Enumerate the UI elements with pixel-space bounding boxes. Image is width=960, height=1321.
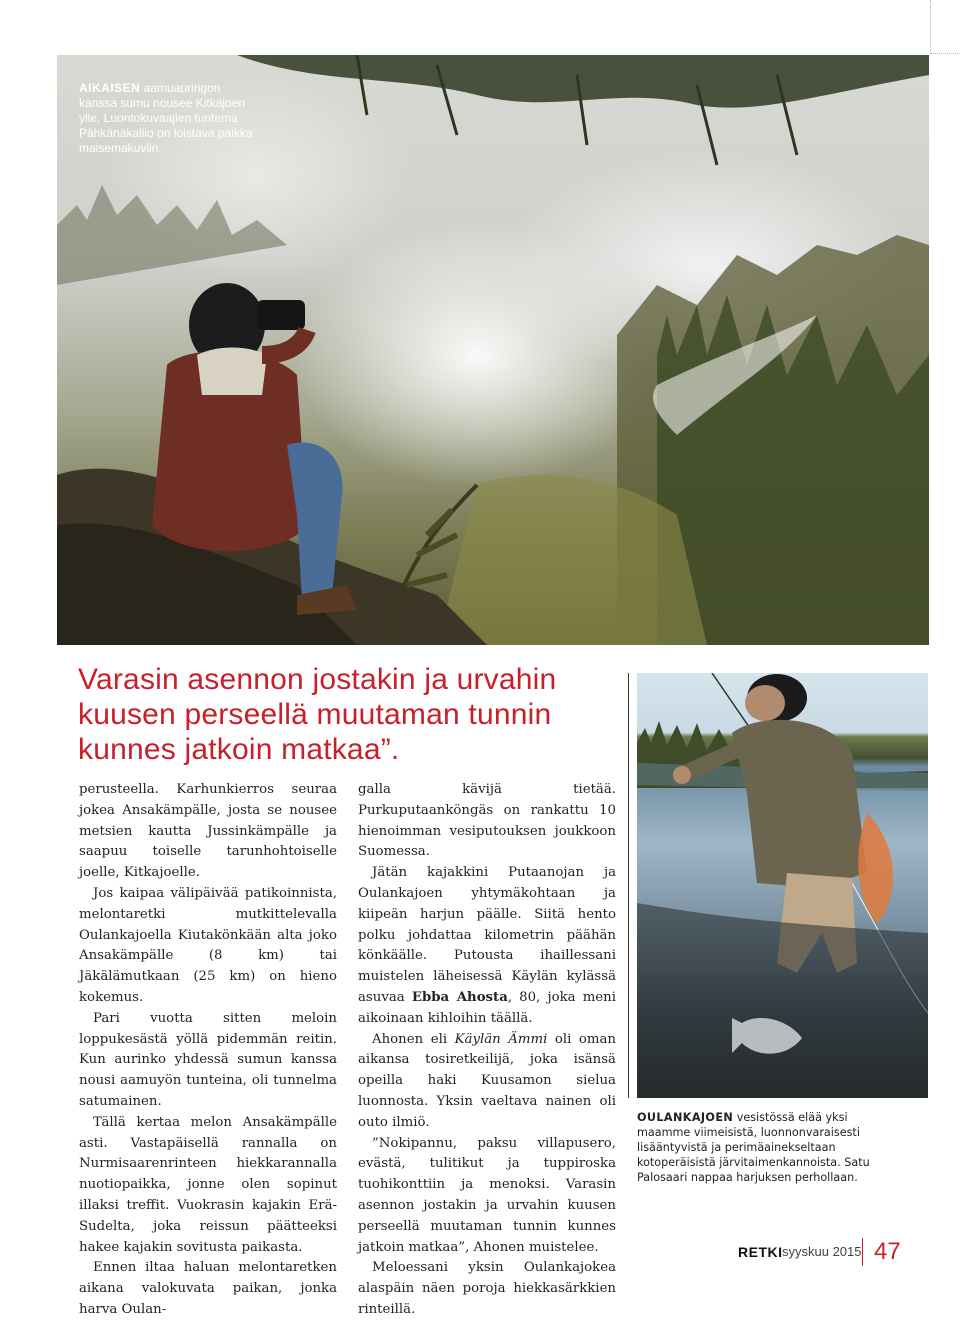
crop-mark-horizontal	[930, 53, 960, 55]
paragraph-text: Ahonen eli	[372, 1031, 455, 1047]
nickname: Käylän Ämmi	[454, 1031, 548, 1047]
column-divider	[628, 673, 629, 1098]
paragraph: galla kävijä tietää. Purkuputaanköngäs on rankattu 10 hienoimman vesiputouksen joukkoon Suomessa.	[358, 782, 616, 860]
fishing-photo	[637, 673, 928, 1098]
paragraph: Jos kaipaa välipäivää patikoinnista, melontaretki mutkittelevalla Oulankajoella Kiutakönkään alta joko Ansakämpälle (8 km) tai Jäkälämutkaan (25 km) on hieno kokemus.	[79, 885, 337, 1005]
paragraph: Pari vuotta sitten meloin loppukesästä yöllä pidemmän reitin. Kun aurinko yhdessä sumun kanssa nousi aamuyön tunteina, oli tunnelma satumainen.	[79, 1010, 337, 1109]
footer-divider	[862, 1238, 863, 1266]
hero-photo	[57, 55, 929, 645]
paragraph	[358, 1030, 616, 1134]
paragraph: perusteella. Karhunkierros seuraa jokea Ansakämpälle, josta se nousee metsien kautta Jussinkämpälle ja saapuu toiselle tarunhohtoiselle joelle, Kitkajoelle.	[79, 782, 337, 881]
hero-caption-lead: AIKAISEN	[79, 81, 141, 95]
paragraph: ”Nokipannu, paksu villapusero, evästä, tulitikut ja tuppiroska tuohikonttiin ja menoksi. Varasin asennon jostakin ja urvahin kuusen perseellä muutaman tunnin kunnes jatkoin matkaa”, Ahonen muistelee.	[358, 1135, 616, 1255]
hero-caption-text: aamuauringon kanssa sumu nousee Kitkajoen ylle. Luontokuvaajien tuntema Pähkänäkallio on loistava paikka maisemakuviin.	[79, 81, 253, 155]
paragraph: Meloessani yksin Oulankajokea alaspäin näen poroja hiekkasärkkien rinteillä.	[358, 1260, 616, 1317]
fishing-photo-caption	[637, 1110, 897, 1185]
paragraph	[358, 863, 616, 1029]
caption-lead: OULANKAJOEN	[637, 1111, 734, 1124]
pull-quote: Varasin asennon jostakin ja urvahin kuusen perseellä muutaman tunnin kunnes jatkoin matkaa”.	[78, 663, 557, 766]
fishing-photo-illustration	[637, 673, 928, 1098]
body-column-1	[79, 780, 337, 1321]
paragraph: Ennen iltaa haluan melontaretken aikana valokuvata paikan, jonka harva Oulan-	[79, 1260, 337, 1317]
crop-mark-vertical	[930, 0, 932, 54]
hero-photo-caption	[79, 81, 259, 156]
magazine-logo: RETKI	[738, 1244, 783, 1260]
paragraph-text: oli oman aikansa tosiretkeilijä, joka isänsä opeilla haki Kuusamon sielua luonnosta. Yksin vaeltava nainen oli outo ilmiö.	[358, 1031, 616, 1130]
person-name: Ebba Ahosta	[411, 989, 508, 1005]
caption-text: vesistössä elää yksi maamme viimeisistä, luonnonvaraisesti lisääntyvistä ja perimäainekseltaan kotoperäisistä järvitaimenkannoista. Satu Palosaari nappaa harjuksen perhollaan.	[637, 1111, 870, 1184]
page-number: 47	[874, 1238, 901, 1265]
paragraph-text: , 80, joka meni aikoinaan kihloihin täällä.	[358, 989, 616, 1026]
paragraph: Tällä kertaa melon Ansakämpälle asti. Vastapäisellä rannalla on Nurmisaarenrinteen hiekkarannalla nuotiopaikka, jonne olen sopinut illaksi treffit. Vuokrasin kajakin Erä-Sudelta, joka reissun päätteeksi hakee kajakin sovitusta paikasta.	[79, 1114, 337, 1255]
body-column-2	[358, 780, 616, 1321]
issue-date: syyskuu 2015	[782, 1244, 862, 1259]
paragraph-text: Jätän kajakkini Putaanojan ja Oulankajoen yhtymäkohtaan ja kiipeän harjun päälle. Siitä hento polku johdattaa kilometrin päähän könkäälle. Putousta ihaillessani muistelen läheisessä Käylän kylässä asuvaa	[358, 865, 616, 1005]
